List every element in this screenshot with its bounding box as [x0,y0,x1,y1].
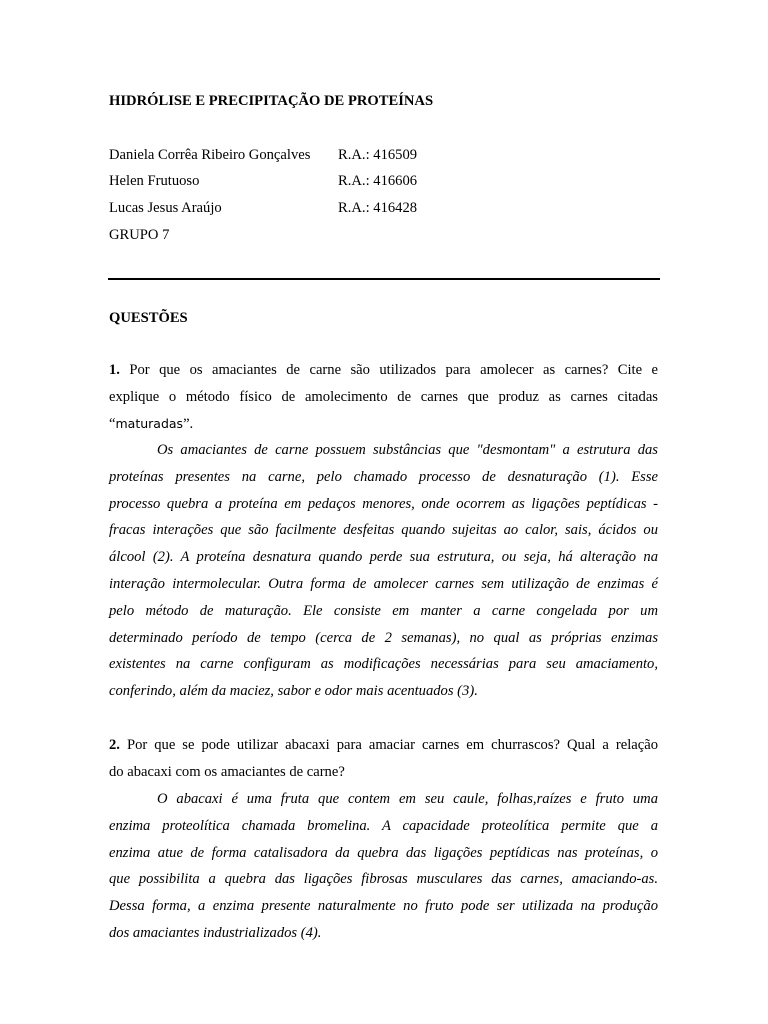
answer-line: enzima atue de forma catalisadora da quebra das ligações peptídicas nas proteínas, o [109,844,658,861]
answer-text: Os amaciantes de carne possuem substâncias que "desmontam" a estrutura das [157,442,658,458]
author-name: Helen Frutuoso [109,173,200,189]
answer-line: interação intermolecular. Outra forma de amolecer carnes sem utilização de enzimas é [109,575,658,592]
answer-line: enzima proteolítica chamada bromelina. A capacidade proteolítica permite que a [109,817,658,834]
question-2 [109,732,658,786]
question-line [109,411,658,438]
answer-line: conferindo, além da maciez, sabor e odor mais acentuados (3). [109,683,478,700]
answer-line: existentes na carne configuram as modificações necessárias para seu amaciamento, [109,656,658,673]
answer-line: fracas interações que são facilmente desfeitas quando sujeitas ao calor, sais, ácidos ou [109,522,658,539]
answer-line [109,437,658,464]
author-row [109,145,659,165]
answer-text: O abacaxi é uma fruta que contem em seu caule, folhas,raízes e fruto uma [157,791,658,807]
question-line: explique o método físico de amolecimento de carnes que produz as carnes citadas [109,388,658,405]
author-ra: R.A.: 416606 [338,173,418,189]
group-label: GRUPO 7 [109,227,170,243]
quote-close: ”. [183,415,194,432]
horizontal-divider [108,278,660,280]
answer-line: dos amaciantes industrializados (4). [109,924,322,941]
question-1 [109,357,658,437]
author-ra: R.A.: 416428 [338,200,418,216]
answer-line: proteínas presentes na carne, pelo chamado processo de desnaturação (1). Esse [109,468,658,485]
quote-open: “ [109,415,116,432]
document-title: HIDRÓLISE E PRECIPITAÇÃO DE PROTEÍNAS [109,93,434,109]
author-ra: R.A.: 416509 [338,147,418,163]
section-heading: QUESTÕES [109,310,188,326]
answer-line: que possibilita a quebra das ligações fibrosas musculares das carnes, amaciando-as. [109,871,658,888]
author-row [109,171,659,191]
answer-2 [109,786,658,947]
answer-line [109,786,658,813]
answer-line: álcool (2). A proteína desnatura quando perde sua estrutura, ou seja, há alteração na [109,549,658,566]
author-name: Lucas Jesus Araújo [109,200,222,216]
answer-line: pelo método de maturação. Ele consiste em manter a carne congelada por um [109,602,658,619]
quoted-word: maturadas [115,415,184,431]
answer-1 [109,437,658,705]
answer-line: Dessa forma, a enzima presente naturalmente no fruto pode ser utilizada na produção [109,898,658,915]
author-name: Daniela Corrêa Ribeiro Gonçalves [109,147,311,163]
author-row [109,198,659,218]
question-text: Por que os amaciantes de carne são utilizados para amolecer as carnes? Cite e [119,362,658,378]
question-text: Por que se pode utilizar abacaxi para amaciar carnes em churrascos? Qual a relação [119,737,658,753]
question-number: 1. [109,362,120,378]
question-line [109,357,658,384]
answer-line: determinado período de tempo (cerca de 2 semanas), no qual as próprias enzimas [109,629,658,646]
question-line: do abacaxi com os amaciantes de carne? [109,763,345,780]
question-line [109,732,658,759]
question-number: 2. [109,737,120,753]
answer-line: processo quebra a proteína em pedaços menores, onde ocorrem as ligações peptídicas - [109,495,658,512]
